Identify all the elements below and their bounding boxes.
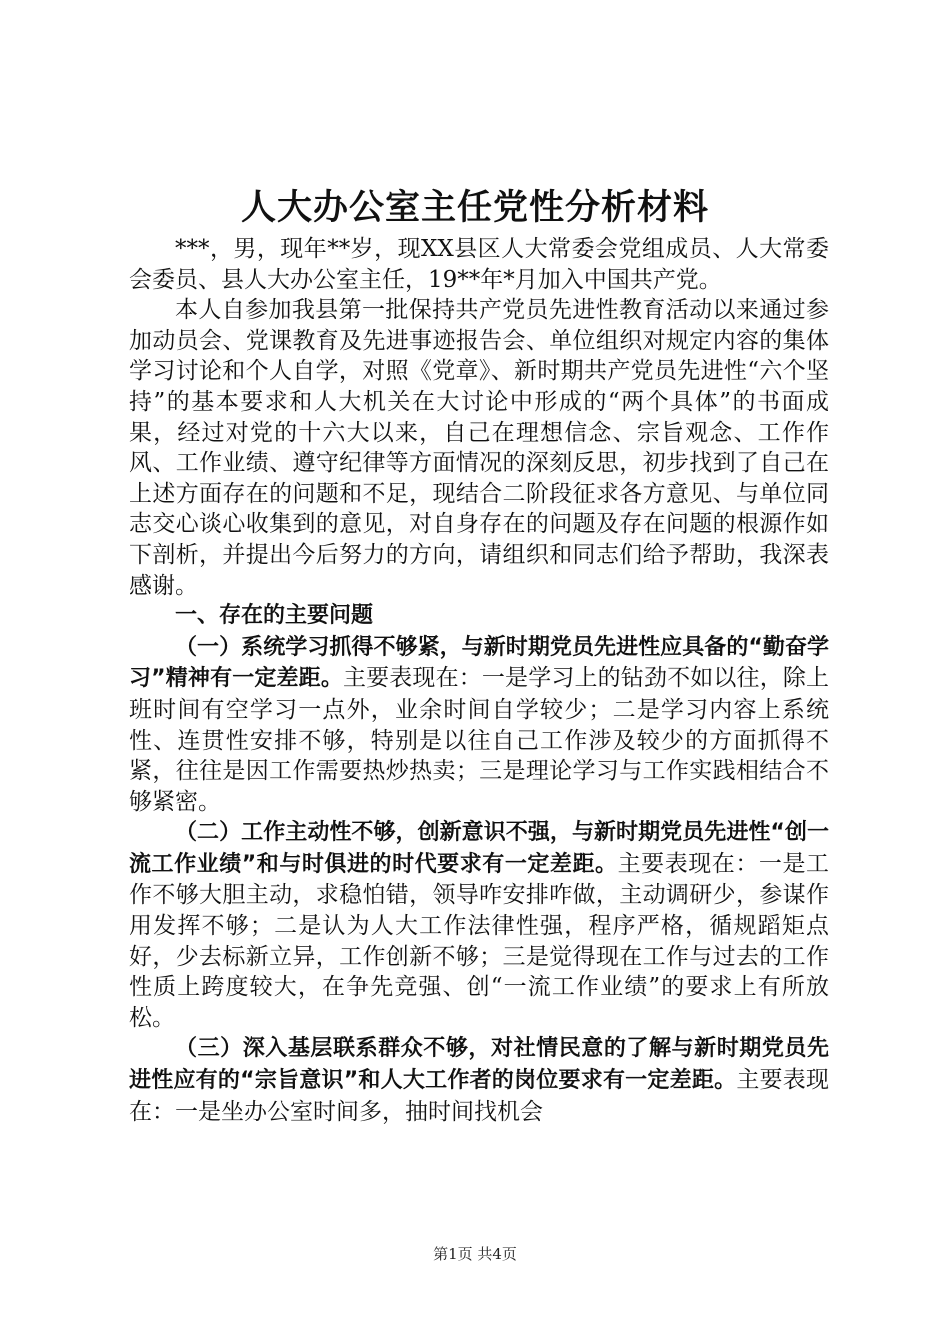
problem-item-2 bbox=[129, 817, 829, 1033]
page-number-footer: 第1页 共4页 bbox=[433, 1245, 517, 1263]
document-title: 人大办公室主任党性分析材料 bbox=[240, 188, 709, 228]
problem-item-2-lead: （二）工作主动性不够，创新意识不强，与新时期党员先进性“创一流工作业绩”和与时俱进的时代要求有一定差距。 bbox=[129, 820, 829, 877]
problem-item-1 bbox=[129, 632, 829, 818]
background-paragraph: 本人自参加我县第一批保持共产党员先进性教育活动以来通过参加动员会、党课教育及先进事迹报告会、单位组织对规定内容的集体学习讨论和个人自学，对照《党章》、新时期共产党员先进性“六个坚持”的基本要求和人大机关在大讨论中形成的“两个具体”的书面成果，经过对党的十六大以来，自己在理想信念、宗旨观念、工作作风、工作业绩、遵守纪律等方面情况的深刻反思，初步找到了自己在上述方面存在的问题和不足，现结合二阶段征求各方意见、与单位同志交心谈心收集到的意见，对自身存在的问题及存在问题的根源作如下剖析，并提出今后努力的方向，请组织和同志们给予帮助，我深表感谢。 bbox=[129, 297, 829, 599]
section-heading-main-problems: 一、存在的主要问题 bbox=[175, 603, 374, 629]
problem-item-1-body: 主要表现在：一是学习上的钻劲不如以往，除上班时间有空学习一点外，业余时间自学较少；二是学习内容上系统性、连贯性安排不够，特别是以往自己工作涉及较少的方面抓得不紧，往往是因工作需要热炒热卖；三是理论学习与工作实践相结合不够紧密。 bbox=[129, 665, 830, 815]
intro-paragraph: ***，男，现年**岁，现XX县区人大常委会党组成员、人大常委会委员、县人大办公室主任，19**年*月加入中国共产党。 bbox=[129, 236, 829, 293]
problem-item-3 bbox=[129, 1033, 829, 1127]
problem-item-2-body: 主要表现在：一是工作不够大胆主动，求稳怕错，领导咋安排咋做，主动调研少，参谋作用发挥不够；二是认为人大工作法律性强，程序严格，循规蹈矩点好，少去标新立异，工作创新不够；三是觉得现在工作与过去的工作性质上跨度较大，在争先竞强、创“一流工作业绩”的要求上有所放松。 bbox=[129, 850, 830, 1031]
document-body bbox=[129, 234, 829, 1127]
problem-item-1-lead: （一）系统学习抓得不够紧，与新时期党员先进性应具备的“勤奋学习”精神有一定差距。 bbox=[129, 634, 829, 692]
problem-item-3-lead: （三）深入基层联系群众不够，对社情民意的了解与新时期党员先进性应有的“宗旨意识”和人大工作者的岗位要求有一定差距。 bbox=[129, 1036, 829, 1094]
problem-item-3-body: 主要表现在：一是坐办公室时间多，抽时间找机会 bbox=[129, 1067, 830, 1125]
